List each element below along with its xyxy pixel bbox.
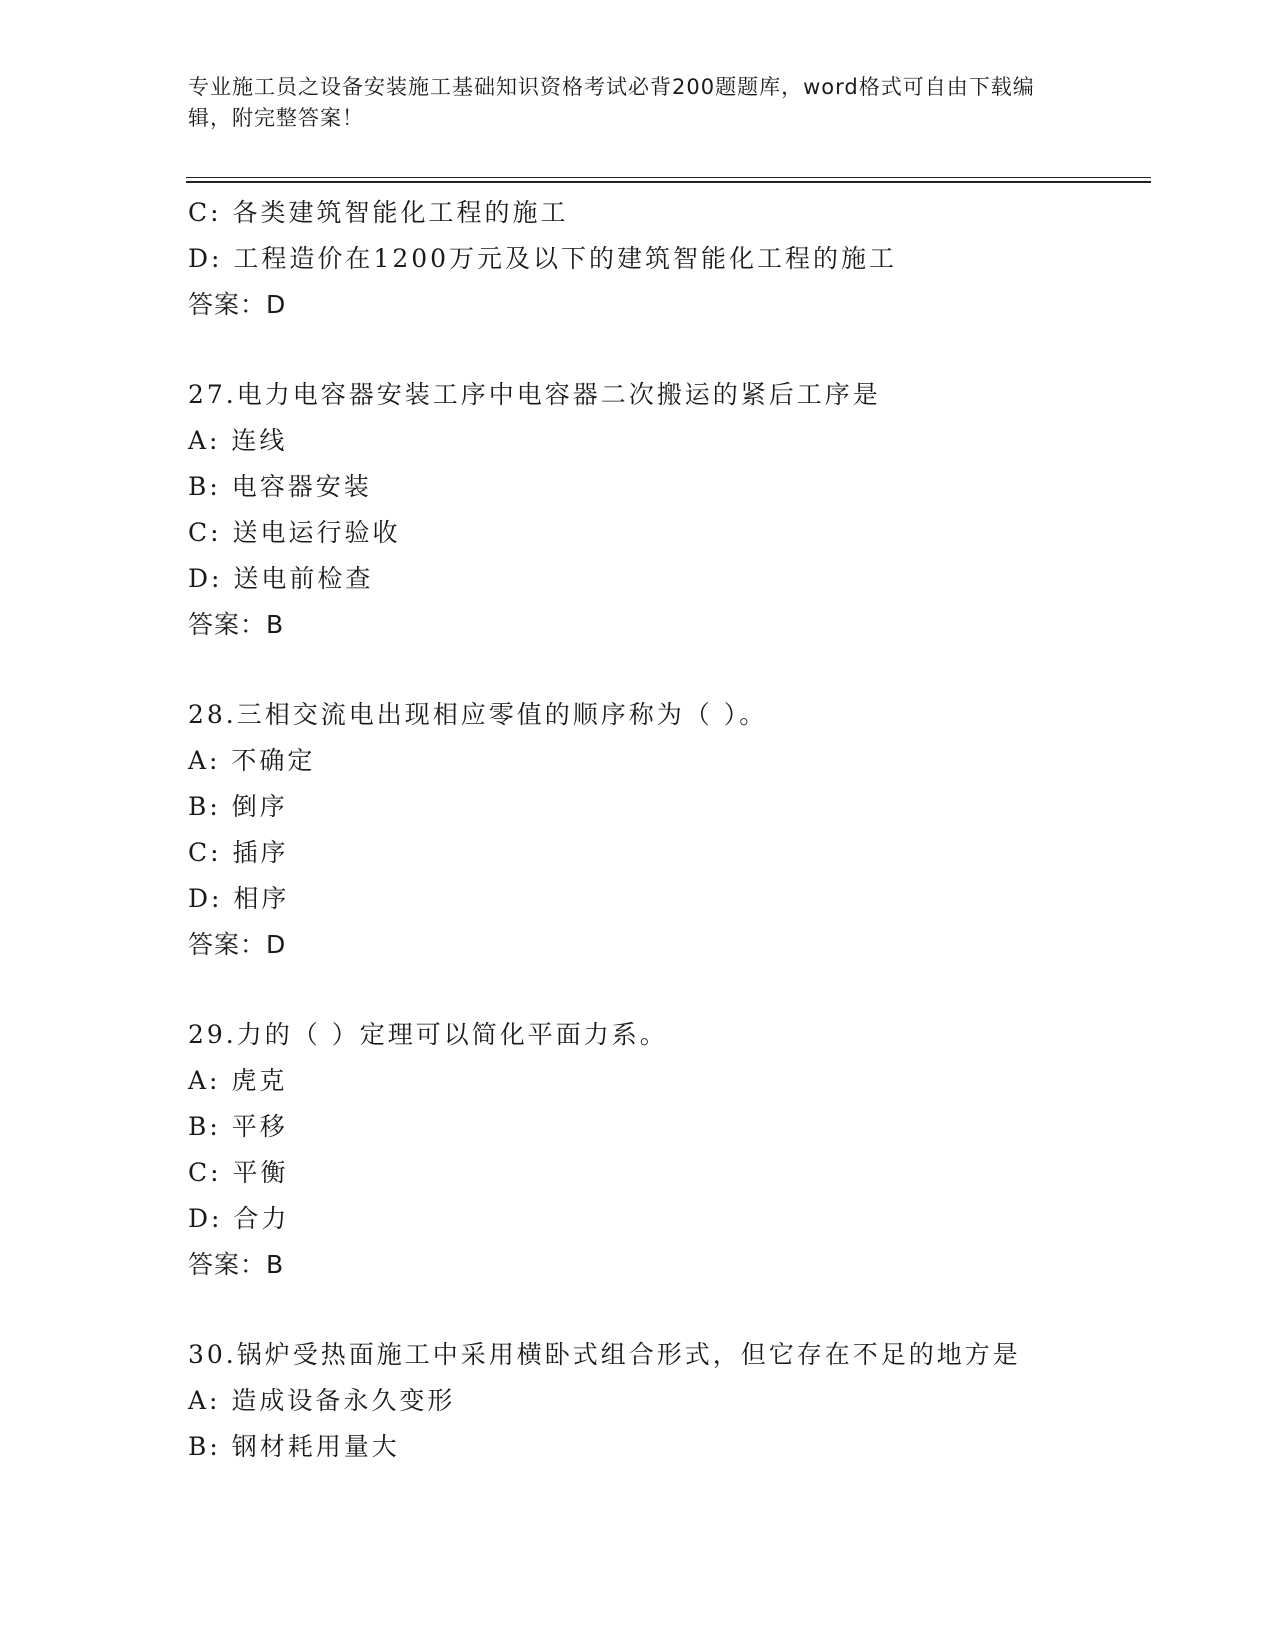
option-b: B: 电容器安装 [188,472,372,501]
answer: 答案：B [188,610,285,639]
option-b: B: 平移 [188,1112,288,1141]
question-stem: 27.电力电容器安装工序中电容器二次搬运的紧后工序是 [188,380,881,409]
question-27 [188,372,1148,648]
question-30 [188,1332,1148,1470]
document-body [188,190,1148,1470]
option-d: D: 工程造价在1200万元及以下的建筑智能化工程的施工 [188,244,898,273]
option-c: C: 插序 [188,838,289,867]
question-stem: 29.力的（ ）定理可以简化平面力系。 [188,1020,668,1049]
answer: 答案：D [188,290,287,319]
option-d: D: 合力 [188,1204,290,1233]
header-divider-thick [186,181,1151,183]
page-header: 专业施工员之设备安装施工基础知识资格考试必背200题题库，word格式可自由下载编辑，附完整答案！ [188,75,1035,130]
option-a: A: 不确定 [188,746,316,775]
option-d: D: 相序 [188,884,290,913]
question-stem: 30.锅炉受热面施工中采用横卧式组合形式，但它存在不足的地方是 [188,1340,1021,1369]
question-29 [188,1012,1148,1288]
option-a: A: 连线 [188,426,288,455]
question-28 [188,692,1148,968]
option-b: B: 倒序 [188,792,288,821]
option-b: B: 钢材耗用量大 [188,1432,400,1461]
option-a: A: 虎克 [188,1066,288,1095]
option-c: C: 平衡 [188,1158,289,1187]
answer: 答案：B [188,1250,285,1279]
header-divider-thin [186,177,1151,178]
question-stem: 28.三相交流电出现相应零值的顺序称为（ ）。 [188,700,768,729]
answer: 答案：D [188,930,287,959]
option-c: C: 送电运行验收 [188,518,401,547]
question-26-continued [188,190,1148,328]
option-c: C: 各类建筑智能化工程的施工 [188,198,569,227]
option-d: D: 送电前检查 [188,564,374,593]
option-a: A: 造成设备永久变形 [188,1386,456,1415]
